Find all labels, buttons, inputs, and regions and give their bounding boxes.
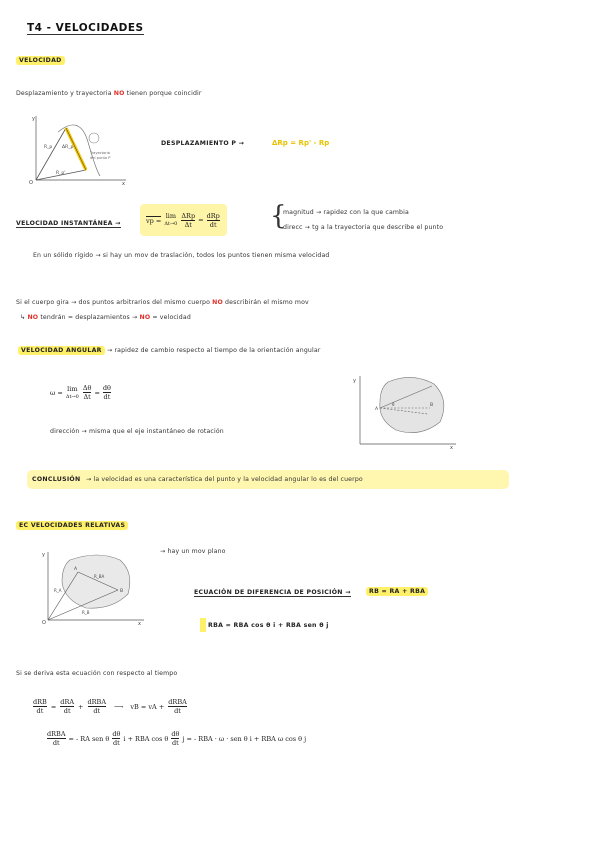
- derivative-equation-1: $\frac{\text{dRB}}{dt}$ = $\frac{\text{dRA}}{dt}$ + $\frac{\text{dRBA}}{dt}$ ⟶ vB = vA + $\frac{\text{dRBA}}{dt}$: [33, 698, 187, 715]
- eq2-dtheta-frac1: [112, 730, 120, 747]
- eq2-lhs-num: dRBA: [47, 730, 66, 738]
- point-a-label: A: [375, 407, 379, 412]
- section-heading-velocidad: VELOCIDAD: [16, 56, 65, 65]
- section-heading-relativas: EC VELOCIDADES RELATIVAS: [16, 521, 128, 530]
- rba-equation: RBA = RBA cos θ i + RBA sen θ j: [208, 622, 329, 629]
- page-title: T4 - VELOCIDADES: [27, 22, 144, 34]
- eq1-frac-ra: [60, 698, 74, 715]
- giro-1-post: describirán el mismo mov: [225, 299, 309, 306]
- section-heading-angular: VELOCIDAD ANGULAR: [18, 346, 105, 355]
- lim-text: lim: [165, 212, 177, 220]
- omega-lim: [66, 385, 79, 401]
- magnitud-line: magnitud → rapidez con la que cambia: [283, 209, 409, 216]
- point-a-label-3: A: [74, 567, 78, 572]
- eq2-lhs-den: dt: [52, 739, 60, 747]
- theta-label: θ: [392, 402, 395, 407]
- brace: {: [270, 201, 287, 231]
- desplazamiento-equation: ΔRp = Rp' - Rp: [272, 139, 330, 147]
- omega-frac2-den: dt: [103, 393, 111, 401]
- frac1-num: ΔRp: [181, 211, 196, 220]
- derivada-intro: Si se deriva esta ecuación con respecto al tiempo: [16, 670, 178, 677]
- rb-label: R_B: [82, 610, 90, 615]
- omega-lim-sub: Δt→0: [65, 393, 79, 400]
- vel-inst-equation: vp = lim Δt→0 $\frac{\text{ΔRp}}{\Delta t}$ = $\frac{\text{dRp}}{dt}$: [140, 204, 227, 236]
- origin-label: O: [29, 180, 33, 186]
- point-b-label: B: [430, 403, 434, 408]
- eq2-dtheta-frac2: [171, 730, 179, 747]
- axis-y-label-3: y: [42, 552, 45, 558]
- vel-inst-lhs: vp =: [146, 216, 162, 225]
- eq1-num-rba: dRBA: [87, 698, 107, 706]
- vel-inst-frac2: [207, 212, 220, 229]
- eq1-num-rb: dRB: [33, 698, 47, 706]
- frac1-den: Δt: [184, 220, 192, 229]
- omega-frac2-num: dθ: [102, 384, 111, 392]
- omega-frac1-num: Δθ: [82, 384, 92, 392]
- eq2-dtheta-den2: dt: [172, 739, 179, 747]
- hook-arrow-icon: ↳: [20, 314, 26, 321]
- giro-line-2: [20, 314, 191, 321]
- intro-pre: Desplazamiento y trayectoria: [16, 90, 112, 97]
- axis-x-label: x: [122, 181, 125, 186]
- frac2-num: dRp: [206, 211, 220, 220]
- eq1-num-ra: dRA: [60, 698, 75, 706]
- axis-y-label: y: [32, 116, 35, 122]
- omega-frac1: [83, 384, 92, 401]
- eq1-frac-rba: [88, 698, 107, 715]
- omega-equation: ω = lim Δt→0 $\frac{\Delta\theta}{\Delta t}$ = $\frac{d\theta}{dt}$: [50, 384, 111, 401]
- conclusion-text: → la velocidad es una característica del punto y la velocidad angular lo es del cuerpo: [86, 476, 363, 483]
- frac2-den: dt: [209, 220, 217, 229]
- eq1-den-rb: dt: [36, 707, 44, 715]
- giro-2-no2: NO: [139, 314, 151, 321]
- intro-no: NO: [113, 90, 125, 97]
- eq1-result: vB = vA +: [130, 702, 165, 711]
- desplazamiento-label: DESPLAZAMIENTO P →: [161, 140, 245, 147]
- origin-label-3: O: [42, 620, 46, 626]
- vel-inst-frac1: [181, 212, 195, 229]
- giro-2-mid: tendrán = desplazamientos →: [40, 314, 138, 321]
- traj-label-1: Trayectoria: [90, 151, 110, 155]
- ec-diferencia-label: ECUACIÓN DE DIFERENCIA DE POSICIÓN →: [194, 589, 351, 596]
- eq1-result-frac: [168, 698, 187, 715]
- eq1-frac-rb: [33, 698, 47, 715]
- relative-position-diagram: [38, 550, 148, 626]
- ec-diferencia-equation: RB = RA + RBA: [366, 587, 428, 596]
- rp-label: R_p: [44, 145, 53, 150]
- axis-x-label-3: x: [138, 621, 141, 626]
- angular-direccion: dirección → misma que el eje instantáneo de rotación: [50, 428, 224, 435]
- eq2-dtheta-den1: dt: [112, 739, 120, 747]
- giro-2-post: = velocidad: [152, 314, 191, 321]
- intro-post: tienen porque coincidir: [126, 90, 202, 97]
- rp2-label: R_p': [56, 171, 66, 176]
- hay-mov-plano: → hay un mov plano: [160, 548, 226, 555]
- eq2-lhs-frac: [47, 730, 66, 747]
- omega-lim-text: lim: [67, 384, 78, 393]
- giro-line-1: [16, 299, 309, 306]
- traj-label-2: del punto P: [90, 156, 111, 160]
- angular-desc: → rapidez de cambio respecto al tiempo de la orientación angular: [107, 347, 321, 354]
- eq1-result-num: dRBA: [168, 698, 187, 706]
- rba-label: R_BA: [94, 574, 105, 579]
- eq2-rhs1: = - RA sen θ: [68, 734, 110, 743]
- drp-label: ΔR_p: [62, 145, 74, 150]
- point-b-label-3: B: [120, 589, 124, 594]
- trajectory-diagram: [28, 112, 128, 186]
- giro-1-pre: Si el cuerpo gira → dos puntos arbitrarios del mismo cuerpo: [16, 299, 211, 306]
- omega-frac2: [103, 384, 111, 401]
- axis-y-label-2: y: [353, 378, 356, 384]
- eq2-dtheta-num2: dθ: [171, 730, 180, 738]
- eq2-dtheta-num1: dθ: [112, 730, 121, 738]
- rotation-diagram: [350, 372, 460, 450]
- eq1-result-den: dt: [174, 707, 181, 715]
- omega-frac1-den: Δt: [83, 393, 91, 401]
- eq2-rhs2: i + RBA cos θ: [123, 734, 169, 743]
- omega-lhs: ω =: [50, 388, 63, 397]
- eq1-den-ra: dt: [63, 707, 71, 715]
- direccion-line: direcc → tg a la trayectoria que describe el punto: [283, 224, 444, 231]
- ra-label: R_A: [54, 588, 62, 593]
- lim-sub: Δt→0: [164, 221, 178, 227]
- giro-1-no: NO: [212, 299, 223, 306]
- solido-rigido-line: En un sólido rígido → si hay un mov de traslación, todos los puntos tienen misma velocidad: [33, 252, 330, 259]
- giro-2-no1: NO: [27, 314, 39, 321]
- vel-inst-label: VELOCIDAD INSTANTÁNEA →: [16, 220, 121, 227]
- conclusion-label: CONCLUSIÓN: [32, 476, 81, 483]
- eq2-rhs3: j = - RBA · ω · sen θ i + RBA ω cos θ j: [182, 734, 307, 743]
- rba-equation-marker: [200, 618, 206, 632]
- intro-line: [16, 90, 202, 97]
- vel-inst-lim: [164, 212, 177, 228]
- eq1-den-rba: dt: [93, 707, 101, 715]
- derivative-equation-2: [46, 730, 306, 747]
- axis-x-label-2: x: [450, 445, 453, 450]
